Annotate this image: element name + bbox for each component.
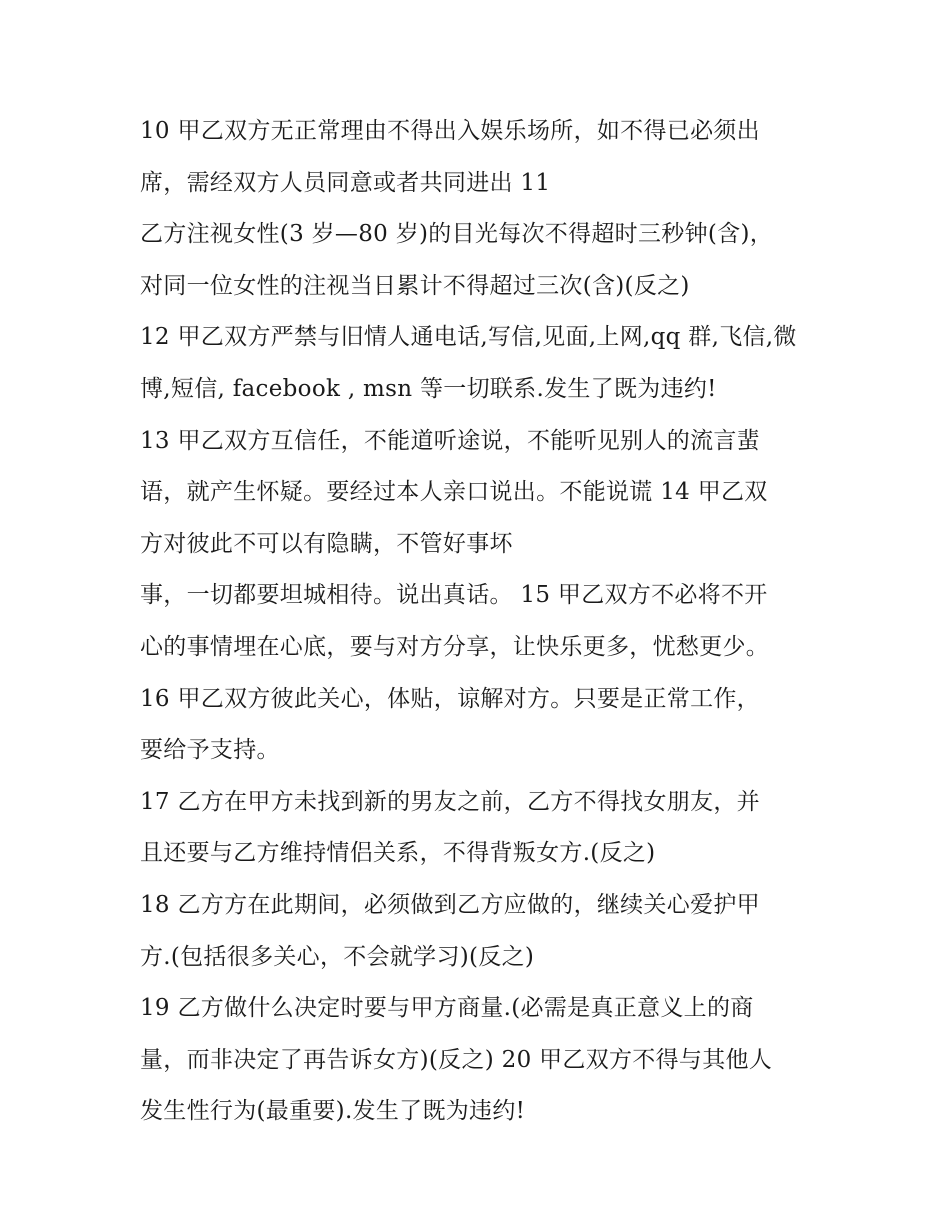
text-line-12: 16 甲乙双方彼此关心，体贴，谅解对方。只要是正常工作， (140, 685, 760, 712)
text-line-4: 对同一位女性的注视当日累计不得超过三次(含)(反之) (140, 272, 690, 299)
text-line-2: 席，需经双方人员同意或者共同进出 11 (140, 169, 551, 196)
text-line-14: 17 乙方在甲方未找到新的男友之前，乙方不得找女朋友，并 (140, 788, 760, 815)
text-line-6: 博,短信, facebook , msn 等一切联系.发生了既为违约! (140, 375, 717, 402)
text-line-20: 发生性行为(最重要).发生了既为违约! (140, 1098, 526, 1125)
text-line-17: 方.(包括很多关心，不会就学习)(反之) (140, 943, 535, 970)
text-line-5: 12 甲乙双方严禁与旧情人通电话,写信,见面,上网,qq 群,飞信,微 (140, 324, 797, 351)
text-line-16: 18 乙方方在此期间，必须做到乙方应做的，继续关心爱护甲 (140, 891, 760, 918)
text-line-3: 乙方注视女性(3 岁—80 岁)的目光每次不得超时三秒钟(含)， (140, 221, 774, 248)
text-line-10: 事，一切都要坦城相待。说出真话。 15 甲乙双方不必将不开 (140, 582, 768, 609)
text-line-19: 量，而非决定了再告诉女方)(反之) 20 甲乙双方不得与其他人 (140, 1046, 773, 1073)
agreement-text-block (140, 106, 820, 1138)
text-line-18: 19 乙方做什么决定时要与甲方商量.(必需是真正意义上的商 (140, 995, 754, 1022)
text-line-1: 10 甲乙双方无正常理由不得出入娱乐场所，如不得已必须出 (140, 118, 760, 144)
text-line-7: 13 甲乙双方互信任，不能道听途说，不能听见别人的流言蜚 (140, 427, 760, 454)
text-line-9: 方对彼此不可以有隐瞒，不管好事坏 (140, 530, 513, 557)
text-line-8: 语，就产生怀疑。要经过本人亲口说出。不能说谎 14 甲乙双 (140, 479, 768, 506)
text-line-13: 要给予支持。 (140, 737, 280, 764)
text-line-15: 且还要与乙方维持情侣关系，不得背叛女方.(反之) (140, 840, 656, 867)
text-line-11: 心的事情埋在心底，要与对方分享，让快乐更多，忧愁更少。 (140, 633, 770, 660)
